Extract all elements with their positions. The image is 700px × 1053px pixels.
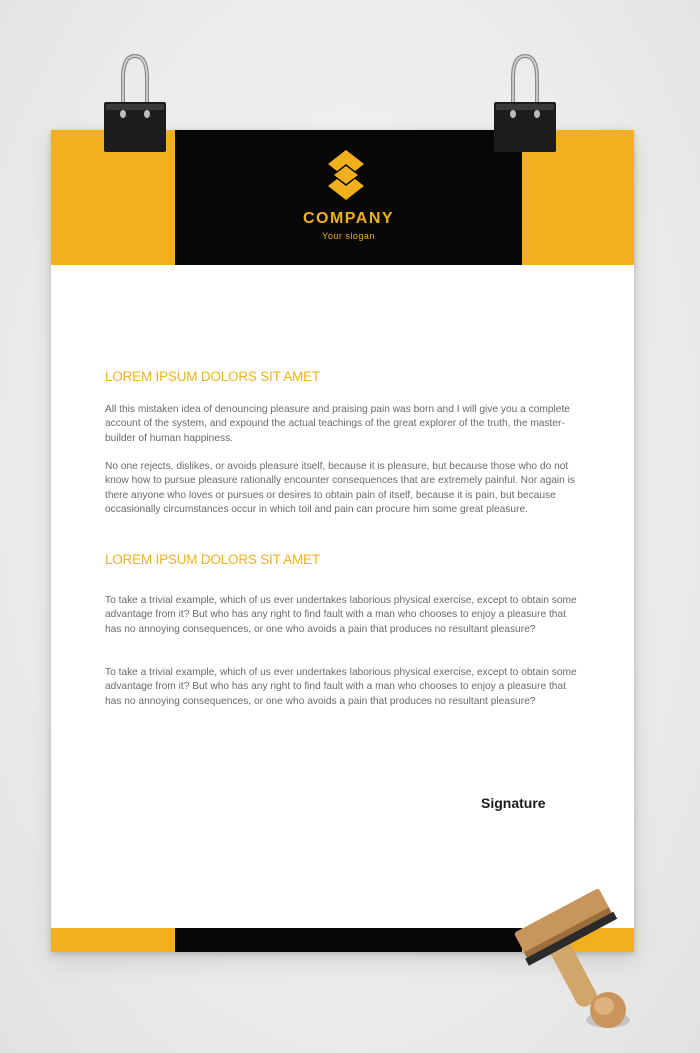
letterhead-paper <box>51 130 634 952</box>
rubber-stamp-icon <box>500 880 640 1040</box>
header-band <box>175 130 522 265</box>
footer-band <box>175 928 522 952</box>
company-name: COMPANY <box>302 210 395 227</box>
binder-clip-icon <box>492 48 558 156</box>
footer-accent-left <box>51 928 175 952</box>
body-paragraph: All this mistaken idea of denouncing pleasure and praising pain was born and I will give you a complete account of the system, and expound the actual teachings of the great explorer of the truth, the master-builder of human happiness. <box>105 404 570 444</box>
signature-label: Signature <box>481 795 546 811</box>
stacked-diamond-logo-icon <box>320 150 372 202</box>
company-slogan: Your slogan <box>322 231 375 241</box>
binder-clip-icon <box>102 48 168 156</box>
body-paragraph: To take a trivial example, which of us ever undertakes laborious physical exercise, except to obtain some advantage from it? But who has any right to find fault with a man who chooses to enjoy a pleasure that has no annoying consequences, or one who avoids a pain that produces no resultant pleasure? <box>105 595 577 635</box>
body-paragraph: No one rejects, dislikes, or avoids pleasure itself, because it is pleasure, but because those who do not know how to pursue pleasure rationally encounter consequences that are extremely painful. Nor again is there anyone who loves or pursues or desires to obtain pain of itself, because it is pain, but because occasionally circumstances occur in which toil and pain can procure him some great pleasure. <box>105 461 576 515</box>
section-heading: LOREM IPSUM DOLORS SIT AMET <box>105 369 320 384</box>
body-paragraph: To take a trivial example, which of us ever undertakes laborious physical exercise, except to obtain some advantage from it? But who has any right to find fault with a man who chooses to enjoy a pleasure that has no annoying consequences, or one who avoids a pain that produces no resultant pleasure? <box>105 667 577 707</box>
section-heading: LOREM IPSUM DOLORS SIT AMET <box>105 552 320 567</box>
